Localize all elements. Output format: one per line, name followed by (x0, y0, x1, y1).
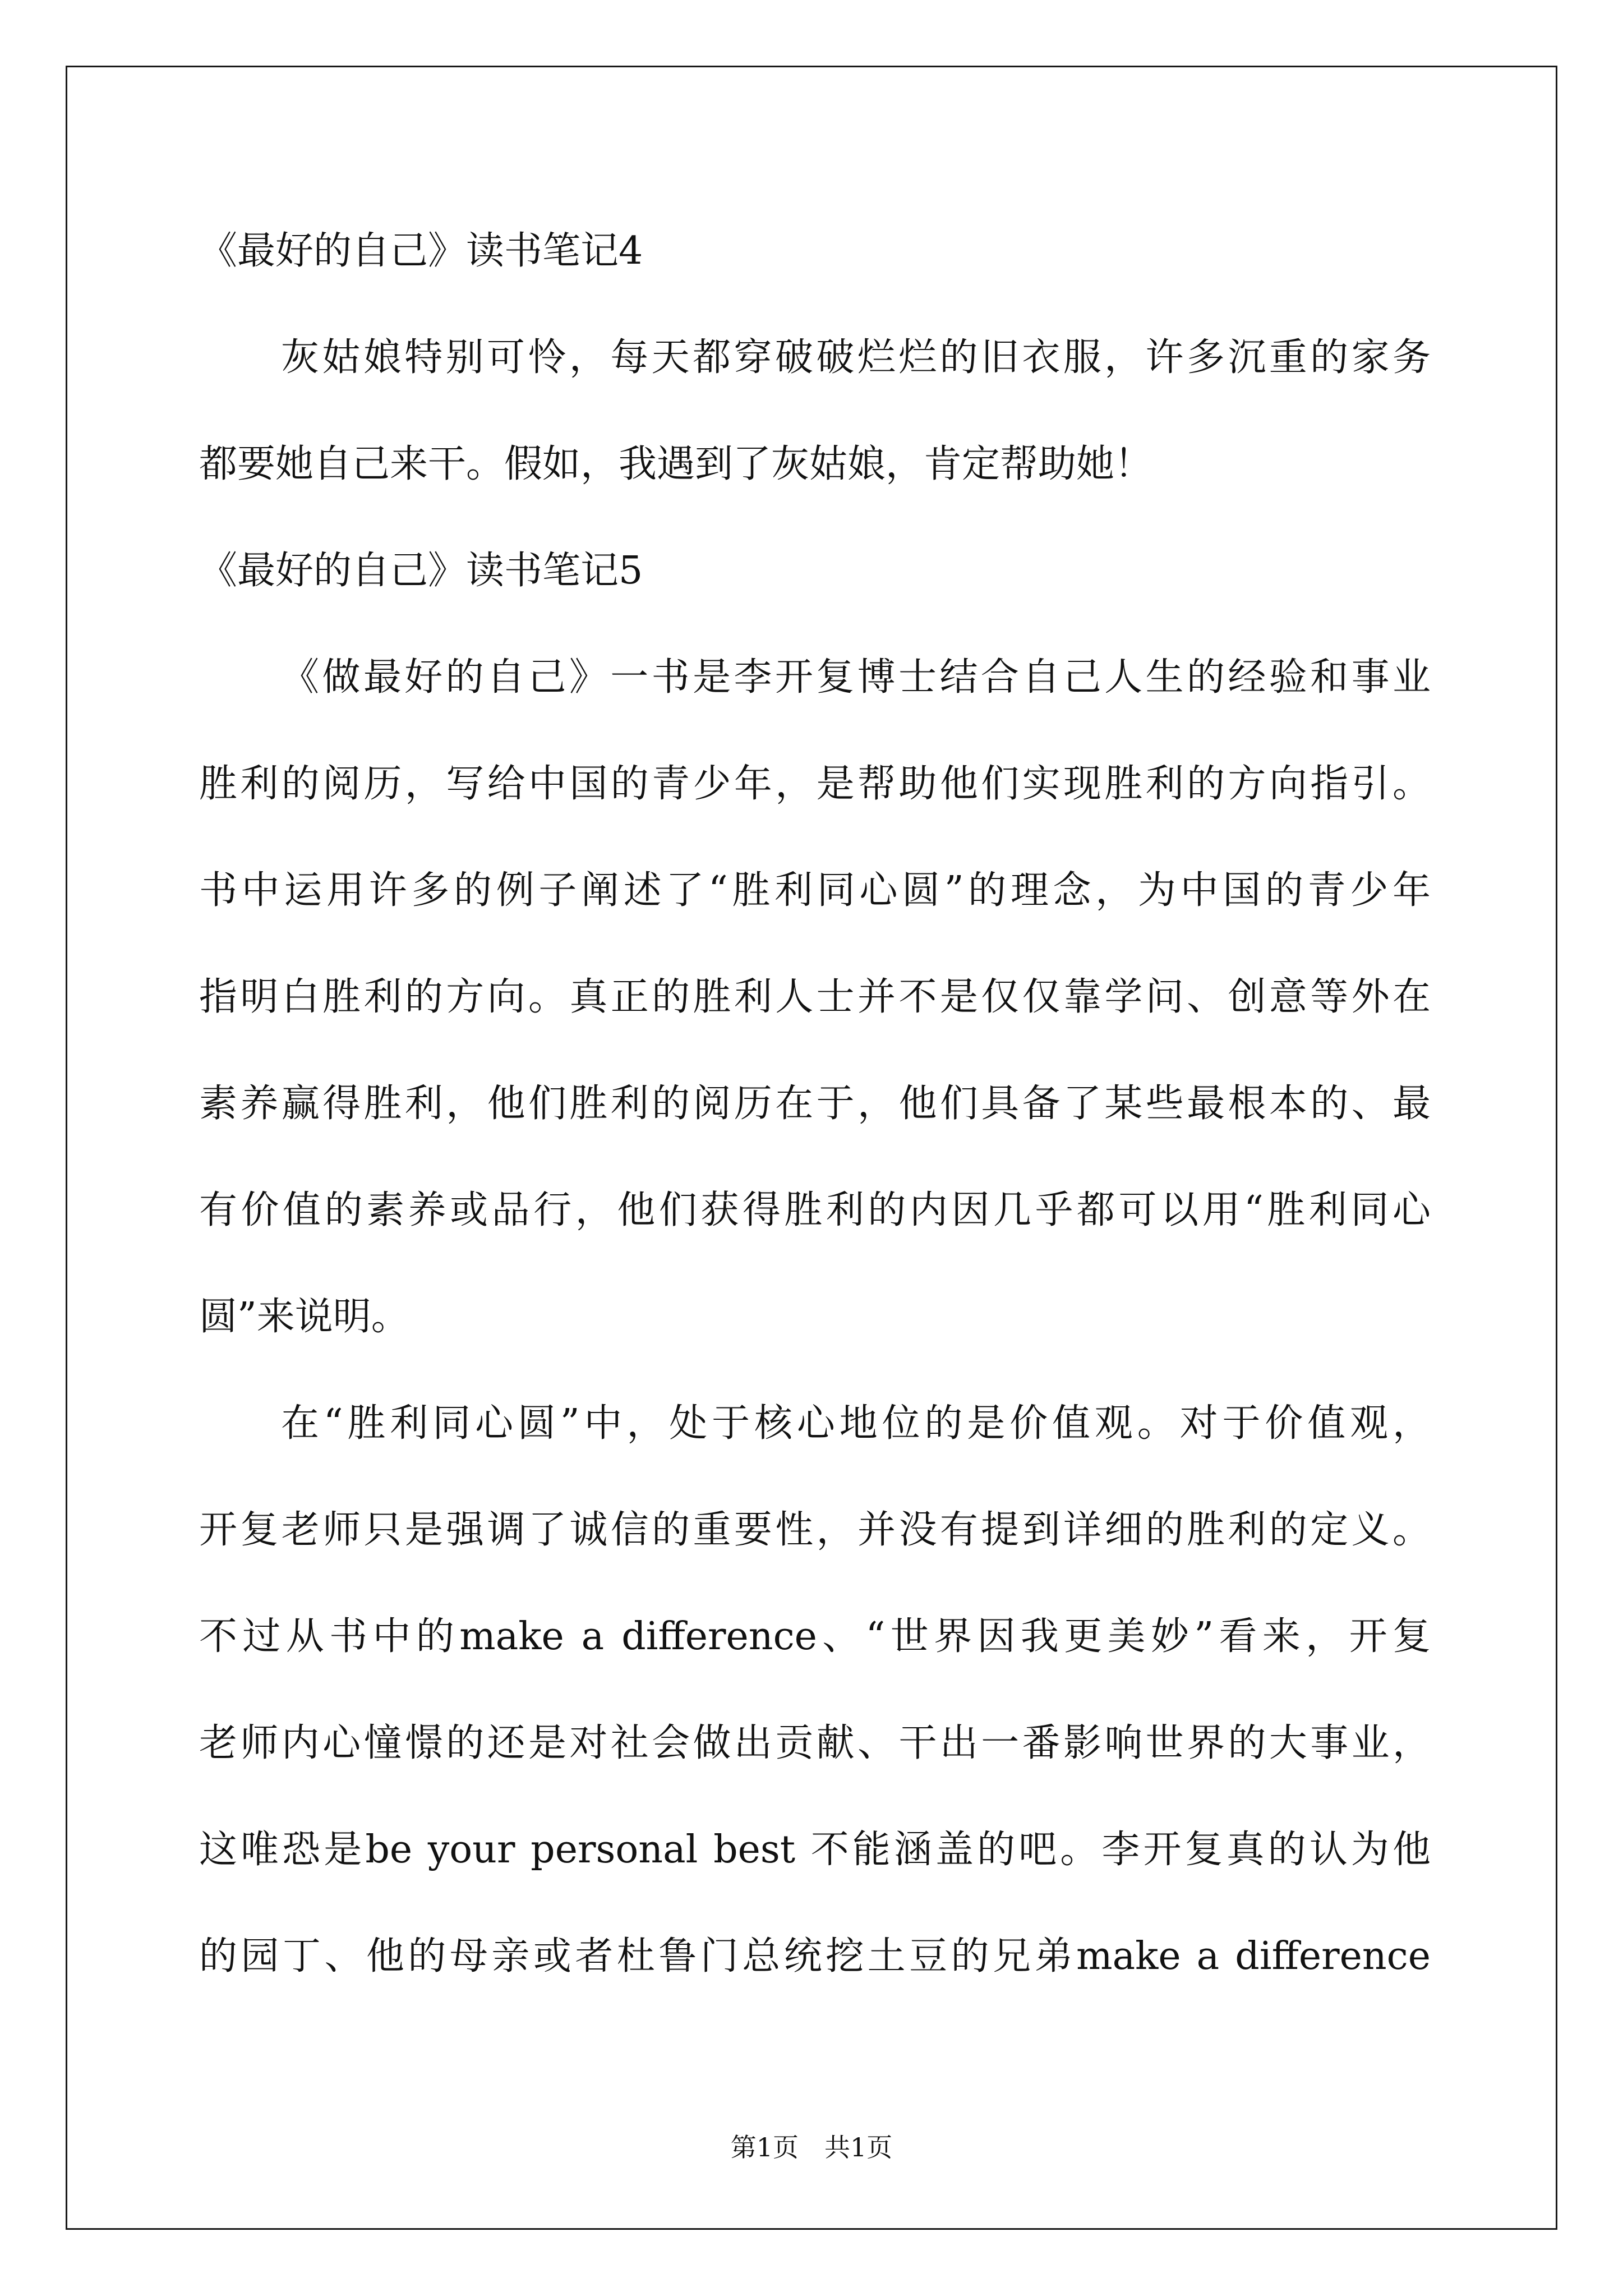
paragraph-line: 指明白胜利的方向。真正的胜利人士并不是仅仅靠学问、创意等外在 (199, 975, 1431, 1019)
paragraph-line: 书中运用许多的例子阐述了“胜利同心圆”的理念，为中国的青少年 (199, 868, 1431, 913)
paragraph-line: 的园丁、他的母亲或者杜鲁门总统挖土豆的兄弟make a difference (199, 1934, 1431, 1978)
paragraph-line: 这唯恐是be your personal best 不能涵盖的吧。李开复真的认为他 (199, 1828, 1431, 1872)
paragraph-line: 在“胜利同心圆”中，处于核心地位的是价值观。对于价值观， (281, 1401, 1431, 1446)
paragraph-line: 《做最好的自己》一书是李开复博士结合自己人生的经验和事业 (281, 655, 1431, 700)
page-number-footer: 第1页 共1页 (730, 2132, 893, 2162)
section-heading: 《最好的自己》读书笔记5 (199, 549, 643, 593)
paragraph-line: 不过从书中的make a difference、“世界因我更美妙”看来，开复 (199, 1614, 1431, 1659)
paragraph-line: 有价值的素养或品行，他们获得胜利的内因几乎都可以用“胜利同心 (199, 1188, 1431, 1232)
paragraph-line: 灰姑娘特别可怜，每天都穿破破烂烂的旧衣服，许多沉重的家务 (281, 335, 1431, 380)
paragraph-line: 老师内心憧憬的还是对社会做出贡献、干出一番影响世界的大事业， (199, 1721, 1431, 1765)
paragraph-line: 圆”来说明。 (199, 1295, 409, 1339)
section-heading: 《最好的自己》读书笔记4 (199, 229, 643, 273)
paragraph-line: 胜利的阅历，写给中国的青少年，是帮助他们实现胜利的方向指引。 (199, 762, 1431, 806)
paragraph-line: 都要她自己来干。假如，我遇到了灰姑娘，肯定帮助她！ (199, 442, 1153, 486)
paragraph-line: 开复老师只是强调了诚信的重要性，并没有提到详细的胜利的定义。 (199, 1508, 1431, 1552)
page-border (66, 66, 1557, 2230)
paragraph-line: 素养赢得胜利，他们胜利的阅历在于，他们具备了某些最根本的、最 (199, 1082, 1431, 1126)
